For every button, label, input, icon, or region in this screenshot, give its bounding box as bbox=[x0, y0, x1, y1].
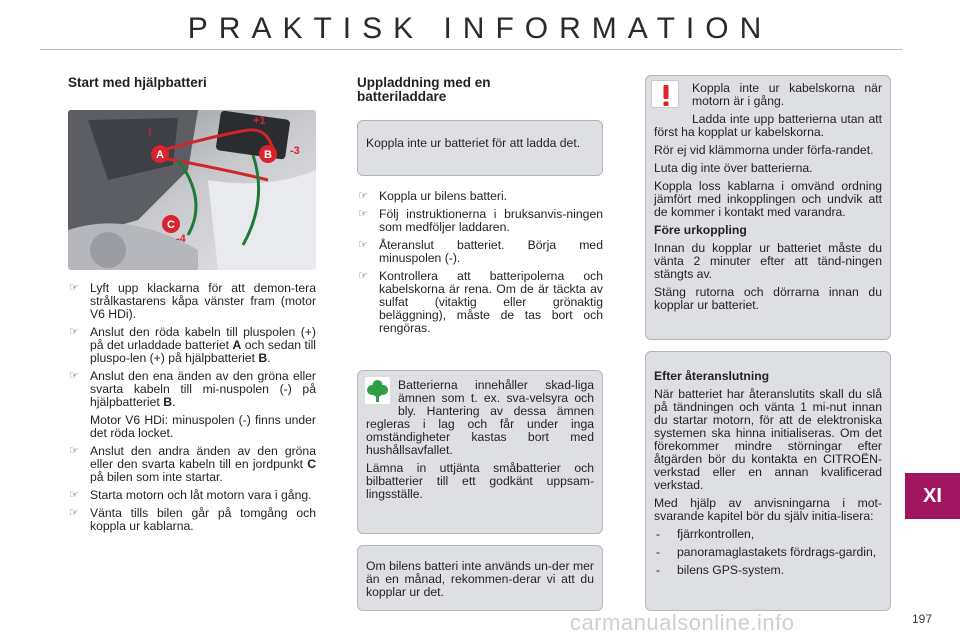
info-box-storage: Om bilens batteri inte används un-der mer än en månad, rekommen-derar vi att du kopplar ur det. bbox=[357, 545, 603, 611]
charger-steps bbox=[357, 190, 603, 340]
hand-pointer-icon: ☞ bbox=[358, 270, 368, 282]
list-item: ☞ Koppla ur bilens batteri. bbox=[358, 189, 508, 203]
hand-pointer-icon: ☞ bbox=[358, 239, 368, 251]
section-heading-jump-start: Start med hjälpbatteri bbox=[68, 75, 207, 90]
list-item: ☞ Följ instruktionerna i bruksanvis-ningen som medföljer laddaren. bbox=[358, 207, 603, 234]
warning-icon bbox=[651, 80, 679, 108]
label-minus4: -4 bbox=[176, 233, 186, 245]
label-flag: ! bbox=[148, 127, 152, 139]
hand-pointer-icon: ☞ bbox=[69, 282, 79, 294]
list-item: ☞ Starta motorn och låt motorn vara i gång. bbox=[69, 488, 312, 502]
chapter-tab[interactable]: XI bbox=[905, 473, 960, 519]
jump-start-steps bbox=[68, 282, 316, 538]
list-item: - fjärrkontrollen, bbox=[656, 527, 755, 541]
warning-box: Koppla inte ur kabelskorna när motorn är i gång. Ladda inte upp batterierna utan att först ha kopplat ur kabelskorna. Rör ej vid klämmorna under förfa-randet. Luta dig inte över batterierna. Koppla loss kablarna i omvänd ordning jämfört med inkopplingen och undvik att de kommer i kontakt med varandra. Före urkoppling Innan du kopplar ur batteriet måste du vänta 2 minuter efter att tänd-ningen stängts av. Stäng rutorna och dörrarna innan du kopplar ur batteriet. bbox=[645, 75, 891, 340]
hand-pointer-icon: ☞ bbox=[69, 489, 79, 501]
label-plus1: +1 bbox=[253, 115, 266, 127]
label-minus3: -3 bbox=[290, 145, 300, 157]
list-item: ☞ Kontrollera att batteripolerna och kabelskorna är rena. Om de är täckta av sulfat (vitaktig eller grönaktig beläggning), måste de tas bort och rengöras. bbox=[358, 269, 603, 335]
warning-text: Koppla inte ur kabelskorna när motorn är i gång. bbox=[692, 81, 882, 108]
list-item: ☞ Anslut den ena änden av den gröna eller svarta kabeln till mi-nuspolen (-) på hjälpbatteriet B. Motor V6 HDi: minuspolen (-) finns under det röda locket. bbox=[69, 369, 316, 440]
hand-pointer-icon: ☞ bbox=[358, 208, 368, 220]
page-number: 197 bbox=[912, 612, 933, 626]
label-a: A bbox=[156, 149, 164, 161]
info-box-charge: Koppla inte ur batteriet för att ladda det. bbox=[357, 120, 603, 176]
label-b: B bbox=[264, 149, 272, 161]
hand-pointer-icon: ☞ bbox=[358, 190, 368, 202]
list-item: ☞ Anslut den andra änden av den gröna eller den svarta kabeln till en jordpunkt C på bilen som inte startar. bbox=[69, 444, 316, 484]
info-box-environment: Batterierna innehåller skad-liga ämnen som t. ex. sva-velsyra och bly. Hantering av dessa ämnen regleras i lag och får under inga omständigheter kastas bort med hushållsavfallet. Lämna in uttjänta småbatterier och bilbatterier till ett godkänt uppsam-lingsställe. bbox=[357, 370, 603, 534]
v6-hdi-note: Motor V6 HDi: minuspolen (-) finns under det röda locket. bbox=[90, 413, 316, 440]
list-item: ☞ Anslut den röda kabeln till pluspolen (+) på det urladdade batteriet A och sedan till pluspo-len (+) på hjälpbatteriet B. bbox=[69, 325, 316, 365]
page-title: PRAKTISK INFORMATION bbox=[187, 12, 773, 45]
hand-pointer-icon: ☞ bbox=[69, 370, 79, 382]
hand-pointer-icon: ☞ bbox=[69, 445, 79, 457]
list-item: ☞ Vänta tills bilen går på tomgång och koppla ur kablarna. bbox=[69, 506, 316, 533]
engine-bay-photo bbox=[68, 110, 316, 270]
reinit-list bbox=[654, 528, 882, 577]
hand-pointer-icon: ☞ bbox=[69, 507, 79, 519]
list-item: - bilens GPS-system. bbox=[656, 563, 785, 577]
title-divider bbox=[40, 49, 902, 50]
recycle-tree-icon bbox=[365, 377, 390, 404]
list-item: ☞ Lyft upp klackarna för att demon-tera strålkastarens kåpa vänster fram (motor V6 HDi). bbox=[69, 281, 316, 321]
hand-pointer-icon: ☞ bbox=[69, 326, 79, 338]
watermark: carmanualsonline.info bbox=[570, 610, 795, 635]
section-heading-charger: Uppladdning med en batteriladdare bbox=[357, 75, 491, 104]
label-c: C bbox=[167, 219, 175, 231]
subheading-before-disconnect: Före urkoppling bbox=[654, 223, 747, 237]
engine-bay-illustration bbox=[68, 110, 316, 270]
list-item: ☞ Återanslut batteriet. Börja med minuspolen (-). bbox=[358, 238, 603, 265]
info-box-after-reconnect: Efter återanslutning När batteriet har återanslutits skall du slå på tändningen och vänta 1 mi-nut innan du startar motorn, för att de elektroniska systemen ska hinna initialiseras. Om det förekommer mindre störningar efter åtgärden bör du kontakta en CITROËN-verkstad eller en annan kvalificerad verkstad. Med hjälp av anvisningarna i mot-svarande kapitel bör du själv initia-lisera: - fjärrkontrollen, - panoramaglastakets fördrags-gardin, - bilens GPS-system. bbox=[645, 351, 891, 611]
subheading-after-reconnect: Efter återanslutning bbox=[654, 369, 770, 383]
list-item: - panoramaglastakets fördrags-gardin, bbox=[656, 545, 877, 559]
